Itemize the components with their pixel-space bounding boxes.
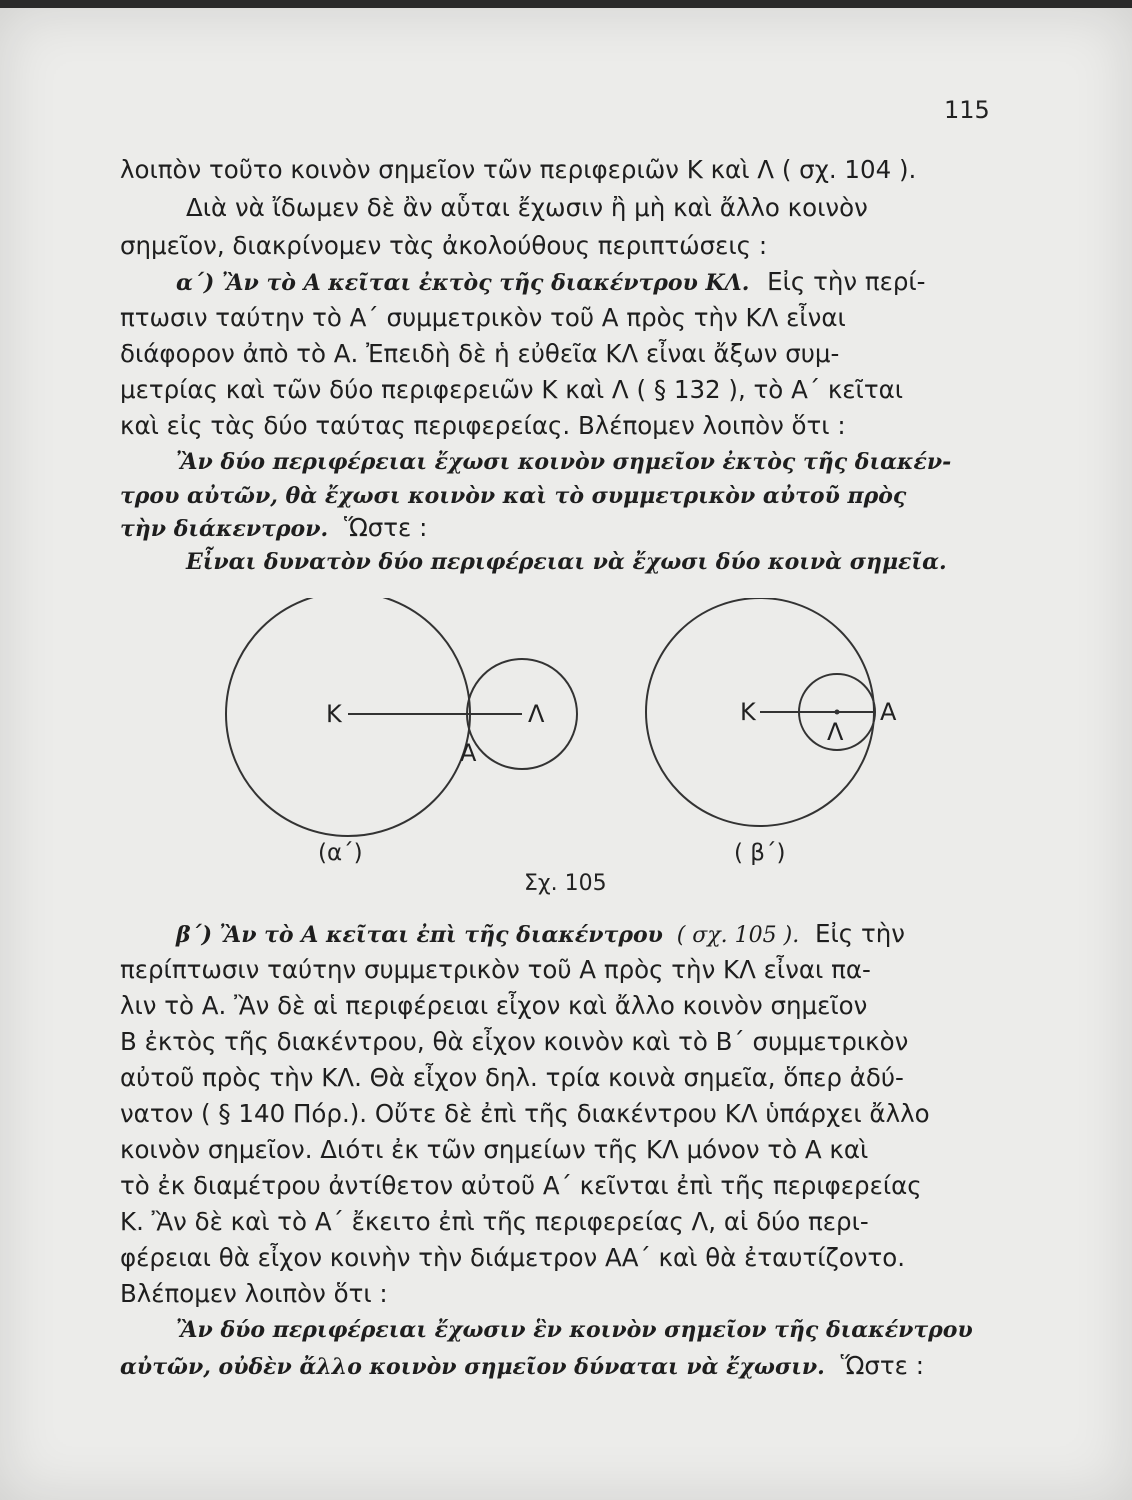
figure-ref: ( σχ. 105 ). [676, 923, 800, 948]
text-line: Β ἐκτὸς τῆς διακέντρου, θὰ εἶχον κοινὸν καὶ τὸ Β΄ συμμετρικὸν [120, 1027, 909, 1056]
label-k-b: Κ [740, 698, 756, 726]
caption-b: ( β΄) [734, 840, 786, 866]
case-b-first-line [176, 918, 905, 952]
figure-a [226, 598, 577, 836]
conclusion-line: Εἶναι δυνατὸν δύο περιφέρειαι νὰ ἔχωσι δύο κοινὰ σημεῖα. [186, 549, 947, 575]
case-a-first-line [176, 266, 926, 299]
book-page [0, 8, 1132, 1500]
text-span: Ὥστε : [840, 1351, 924, 1380]
label-l-a: Λ [528, 700, 545, 728]
text-line: Βλέπομεν λοιπὸν ὅτι : [120, 1279, 388, 1308]
text-span: Εἰς τὴν περί- [767, 267, 926, 296]
text-line: κοινὸν σημεῖον. Διότι ἐκ τῶν σημείων τῆς ΚΛ μόνον τὸ Α καὶ [120, 1135, 869, 1164]
text-line: λιν τὸ Α. Ἂν δὲ αἱ περιφέρειαι εἶχον καὶ ἄλλο κοινὸν σημεῖον [120, 991, 868, 1020]
figure-b [646, 598, 875, 826]
text-span: Εἰς τὴν [815, 919, 905, 948]
text-line: καὶ εἰς τὰς δύο ταύτας περιφερείας. Βλέπομεν λοιπὸν ὅτι : [120, 411, 846, 440]
label-a-a: Α [460, 739, 477, 767]
rule-line-last [120, 512, 427, 545]
text-span: Ὥστε : [343, 513, 428, 542]
text-line: μετρίας καὶ τῶν δύο περιφερειῶν Κ καὶ Λ ( § 132 ), τὸ Α΄ κεῖται [120, 375, 904, 404]
rule-text: τὴν διάκεντρον. [120, 516, 329, 542]
figure-caption: Σχ. 105 [524, 871, 607, 896]
center-dot-l-b [835, 710, 840, 715]
text-line: Κ. Ἂν δὲ καὶ τὸ Α΄ ἔκειτο ἐπὶ τῆς περιφερείας Λ, αἱ δύο περι- [120, 1207, 869, 1236]
rule-line: τρου αὐτῶν, θὰ ἔχωσι κοινὸν καὶ τὸ συμμετρικὸν αὐτοῦ πρὸς [120, 483, 907, 509]
rule-line-last [120, 1350, 924, 1383]
caption-a: (α΄) [318, 840, 363, 866]
label-l-b: Λ [827, 718, 844, 746]
label-a-b: Α [880, 698, 897, 726]
rule-line: Ἂν δύο περιφέρειαι ἔχωσιν ἓν κοινὸν σημεῖον τῆς διακέντρου [176, 1317, 973, 1343]
text-line: περίπτωσιν ταύτην συμμετρικὸν τοῦ Α πρὸς τὴν ΚΛ εἶναι πα- [120, 955, 871, 984]
figure-105 [200, 598, 980, 898]
text-line: πτωσιν ταύτην τὸ Α΄ συμμετρικὸν τοῦ Α πρὸς τὴν ΚΛ εἶναι [120, 303, 846, 332]
text-line: τὸ ἐκ διαμέτρου ἀντίθετον αὐτοῦ Α΄ κεῖνται ἐπὶ τῆς περιφερείας [120, 1171, 922, 1200]
page-number: 115 [944, 96, 990, 124]
case-b-heading: β΄) Ἂν τὸ Α κεῖται ἐπὶ τῆς διακέντρου [176, 922, 663, 948]
text-line: λοιπὸν τοῦτο κοινὸν σημεῖον τῶν περιφεριῶν Κ καὶ Λ ( σχ. 104 ). [120, 155, 917, 184]
circle-k-a [226, 598, 470, 836]
text-line: σημεῖον, διακρίνομεν τὰς ἀκολούθους περιπτώσεις : [120, 231, 768, 260]
text-line: αὐτοῦ πρὸς τὴν ΚΛ. Θὰ εἶχον δηλ. τρία κοινὰ σημεῖα, ὅπερ ἀδύ- [120, 1063, 904, 1092]
rule-line: Ἂν δύο περιφέρειαι ἔχωσι κοινὸν σημεῖον ἐκτὸς τῆς διακέν- [176, 449, 952, 475]
rule-text: αὐτῶν, οὐδὲν ἄλλο κοινὸν σημεῖον δύναται νὰ ἔχωσιν. [120, 1354, 825, 1380]
text-line: φέρειαι θὰ εἶχον κοινὴν τὴν διάμετρον ΑΑ΄ καὶ θὰ ἐταυτίζοντο. [120, 1243, 906, 1272]
text-line: διάφορον ἀπὸ τὸ Α. Ἐπειδὴ δὲ ἡ εὐθεῖα ΚΛ εἶναι ἄξων συμ- [120, 339, 840, 368]
text-line: Διὰ νὰ ἴδωμεν δὲ ἂν αὗται ἔχωσιν ἢ μὴ καὶ ἄλλο κοινὸν [186, 193, 868, 222]
case-a-heading: α΄) Ἂν τὸ Α κεῖται ἐκτὸς τῆς διακέντρου ΚΛ. [176, 270, 750, 296]
text-line: νατον ( § 140 Πόρ.). Οὔτε δὲ ἐπὶ τῆς διακέντρου ΚΛ ὑπάρχει ἄλλο [120, 1099, 930, 1128]
label-k-a: Κ [326, 700, 342, 728]
